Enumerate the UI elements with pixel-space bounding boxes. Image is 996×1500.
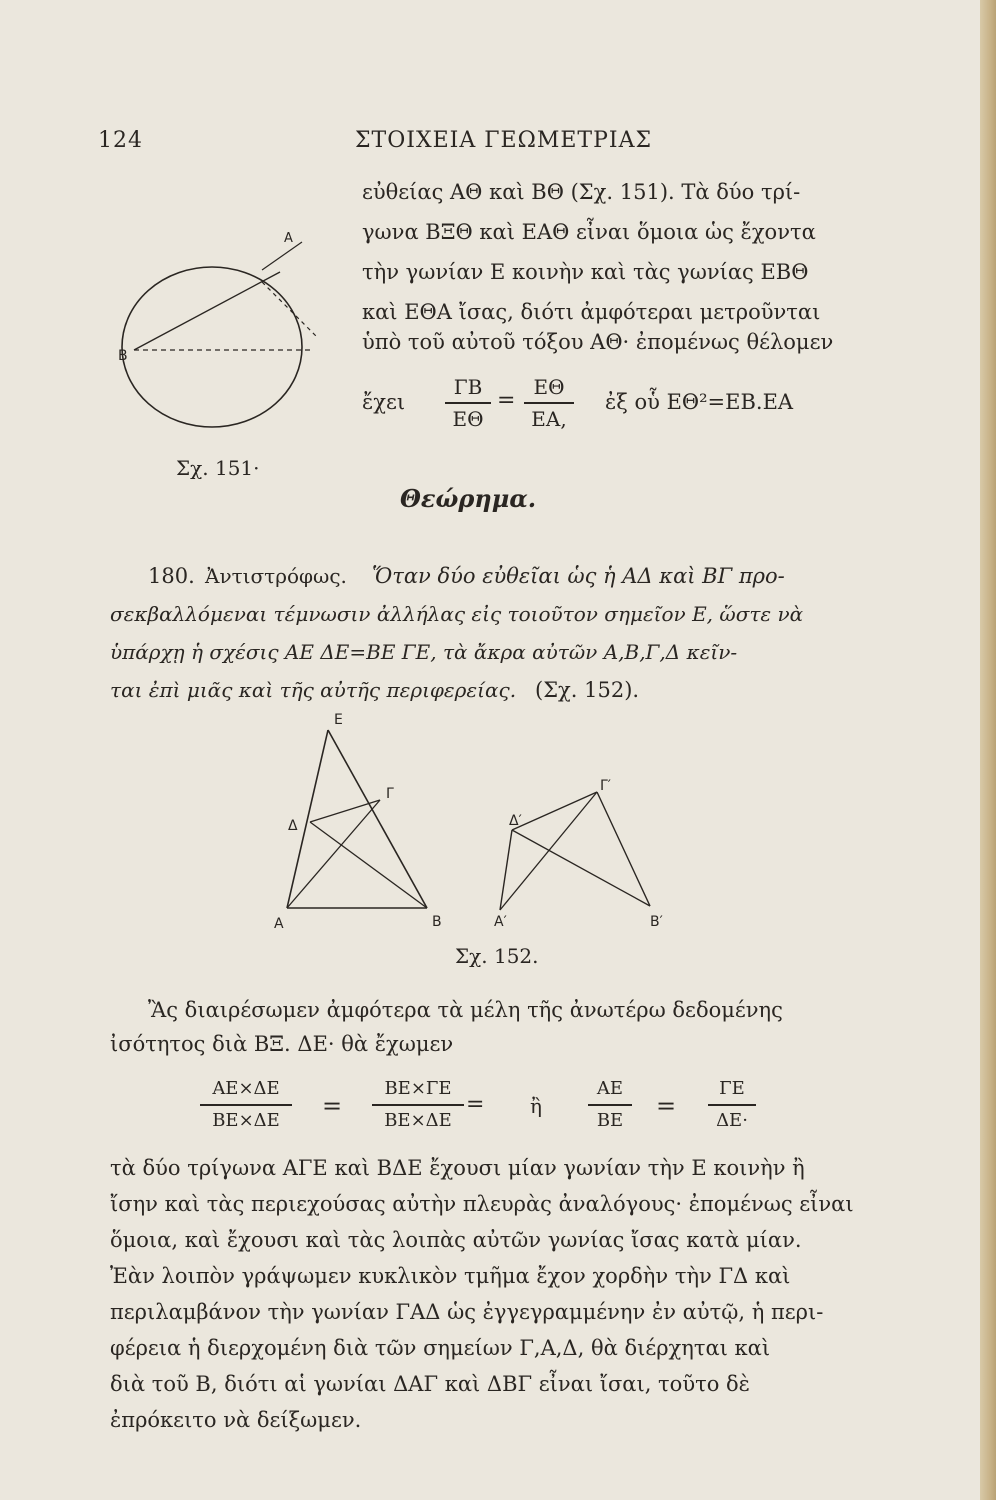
secant-151 [262,242,302,270]
figure-152 [262,700,702,940]
proof-para-line-5: περιλαμβάνον τὴν γωνίαν ΓΑΔ ὡς ἐγγεγραμμένην ἐν αὐτῷ, ἡ περι- [110,1300,824,1324]
line-DB [310,822,427,908]
proof-top-line-3: τὴν γωνίαν Ε κοινὴν καὶ τὰς γωνίας ΕΒΘ [362,260,809,284]
proof-para-line-6: φέρεια ἡ διερχομένη διὰ τῶν σημείων Γ,Α,Δ, θὰ διέρχηται καὶ [110,1336,771,1360]
equals-sign-2c: = [656,1092,677,1120]
label-B2: Β′ [650,914,663,930]
figure-152-caption: Σχ. 152. [455,944,539,968]
line-DG [310,800,380,822]
label-A2: Α′ [494,914,507,930]
theorem-line-1: Ὅταν δύο εὐθεῖαι ὡς ἡ ΑΔ καὶ ΒΓ προ- [372,564,785,588]
equals-sign-1: = [497,388,516,413]
theorem-figure-ref: (Σχ. 152). [535,678,640,702]
label-E: Ε [334,712,343,728]
page-number: 124 [98,128,143,153]
proof-top-line-5: ὑπὸ τοῦ αὐτοῦ τόξου ΑΘ· ἐπομένως θέλομεν [362,330,834,354]
label-G: Γ [386,786,394,802]
label-B-151: Β [118,348,128,364]
result-equation: ἐξ οὗ ΕΘ²=ΕΒ.ΕΑ [605,390,794,414]
proof-para-line-2: ἴσην καὶ τὰς περιεχούσας αὐτὴν πλευρὰς ἀναλόγους· ἐπομένως εἶναι [110,1192,854,1216]
page-edge [980,0,996,1500]
theorem-intro: Ἀντιστρόφως. [205,564,347,588]
line-A2G2 [500,792,597,910]
tangent-151 [262,282,317,337]
fraction-GE-DE: ΓΕ ΔΕ· [708,1076,756,1134]
fraction-AE-BE: ΑΕ ΒΕ [588,1076,632,1134]
line-EB [328,730,427,908]
label-A: Α [274,916,284,932]
equals-sign-2b: = [466,1092,485,1117]
line-D2B2 [512,830,650,906]
line-G2B2 [597,792,650,906]
or-word: ἢ [530,1094,542,1118]
circle-151 [122,267,302,427]
label-G2: Γ′ [600,778,611,794]
label-A-151: Α [284,231,293,246]
figure-151-caption: Σχ. 151· [176,456,260,480]
fraction-GB-ETh: ΓΒ ΕΘ [445,374,491,432]
proof-top-line-2: γωνα ΒΞΘ καὶ ΕΑΘ εἶναι ὅμοια ὡς ἔχοντα [362,220,816,244]
proof-para-line-7: διὰ τοῦ Β, διότι αἱ γωνίαι ΔΑΓ καὶ ΔΒΓ εἶναι ἴσαι, τοῦτο δὲ [110,1372,750,1396]
proof-para-line-1: τὰ δύο τρίγωνα ΑΓΕ καὶ ΒΔΕ ἔχουσι μίαν γωνίαν τὴν Ε κοινὴν ἢ [110,1156,805,1180]
equals-sign-2a: = [322,1092,343,1120]
echei-word: ἔχει [362,390,406,414]
label-B: Β [432,914,442,930]
fraction-AExDE-BExDE: ΑΕ×ΔΕ ΒΕ×ΔΕ [200,1076,292,1134]
theorem-line-3: ὑπάρχῃ ἡ σχέσις ΑΕ ΔΕ=ΒΕ ΓΕ, τὰ ἄκρα αὐτῶν Α,Β,Γ,Δ κεῖν- [110,640,738,664]
proof-para-line-8: ἐπρόκειτο νὰ δείξωμεν. [110,1408,362,1432]
theorem-line-4: ται ἐπὶ μιᾶς καὶ τῆς αὐτῆς περιφερείας. [110,678,517,702]
proof-top-line-4: καὶ ΕΘΑ ἴσας, διότι ἀμφότεραι μετροῦνται [362,300,821,324]
figure-151 [112,222,342,437]
line-D2G2 [512,792,597,830]
fraction-ETh-EA: ΕΘ ΕΑ, [524,374,574,432]
line-AG [287,800,380,908]
proof-para-line-4: Ἐὰν λοιπὸν γράψωμεν κυκλικὸν τμῆμα ἔχον χορδὴν τὴν ΓΔ καὶ [110,1264,791,1288]
fraction-BExGE-BExDE: ΒΕ×ΓΕ ΒΕ×ΔΕ [372,1076,464,1134]
label-D: Δ [288,818,298,834]
label-D2: Δ′ [509,813,522,829]
proof-top-line-1: εὐθείας ΑΘ καὶ ΒΘ (Σχ. 151). Τὰ δύο τρί- [362,180,801,204]
proof-bottom-line-2: ἰσότητος διὰ ΒΞ. ΔΕ· θὰ ἔχωμεν [110,1032,454,1056]
theorem-number: 180. [148,564,195,588]
proof-bottom-line-1: Ἂς διαιρέσωμεν ἀμφότερα τὰ μέλη τῆς ἀνωτέρω δεδομένης [148,998,783,1022]
theorem-line-2: σεκβαλλόμεναι τέμνωσιν ἀλλήλας εἰς τοιοῦτον σημεῖον Ε, ὥστε νὰ [110,602,804,626]
theorem-heading: Θεώρημα. [400,484,537,513]
running-title: ΣΤΟΙΧΕΙΑ ΓΕΩΜΕΤΡΙΑΣ [355,128,653,153]
proof-para-line-3: ὅμοια, καὶ ἔχουσι καὶ τὰς λοιπὰς αὐτῶν γωνίας ἴσας κατὰ μίαν. [110,1228,802,1252]
